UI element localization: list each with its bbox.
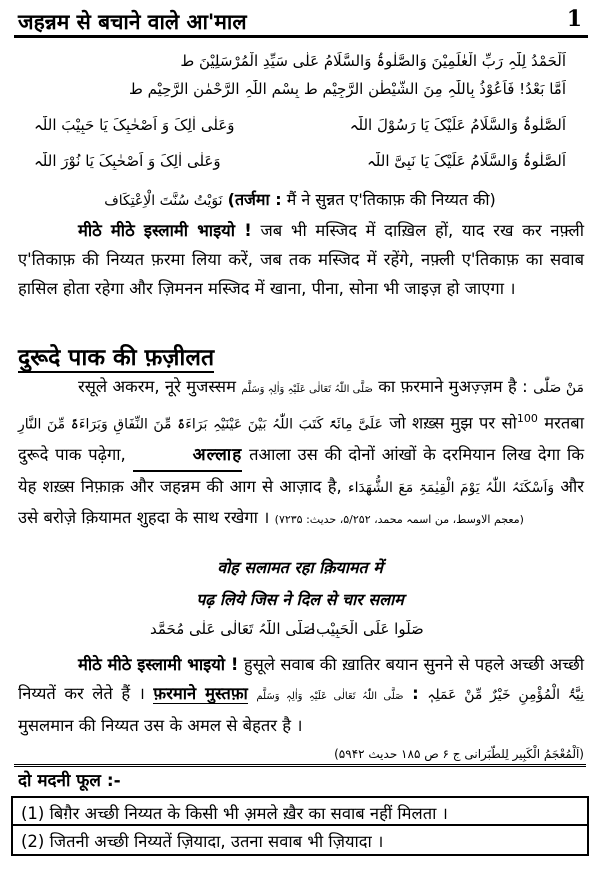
para3-honorific: صَلَّی اللّٰہُ تَعَالٰی عَلَیْہِ وَاٰلِہٖ وَسَلَّم xyxy=(256,691,404,702)
para2-honorific: صَلَّی اللّٰہُ تَعَالٰی عَلَیْہِ وَاٰلِہٖ وَسَلَّم xyxy=(241,384,373,395)
para2-t6: और उसे बरोज़े क़ियामत शुहदा के साथ रखेगा । xyxy=(18,476,584,527)
allah-word: अल्लाह xyxy=(133,441,243,472)
section-heading xyxy=(18,340,214,372)
farmane-mustafa: फ़रमाने मुस्तफ़ा xyxy=(153,684,248,703)
niyyat-line xyxy=(0,188,600,210)
madani-item-2: (2) जितनी अच्छी निय्यतें ज़ियादा, उतना सवाब भी ज़ियादा । xyxy=(11,826,589,856)
para2-t1: रसूले अकरम, नूरे मुजस्सम xyxy=(78,377,236,396)
para2-reference: (معجم الاوسط، من اسمہ محمد، ۵/۲۵۲، حدیث: ۷۲۳۵) xyxy=(274,512,524,526)
para2-t2: का फ़रमाने मुअज़्ज़म है : xyxy=(378,377,528,396)
para2-t5: तआला उस की दोनों आंखों के दरमियान लिख देगा कि येह शख़्स निफ़ाक़ और जहन्नम की आग से आज़ाद है, xyxy=(18,444,584,496)
salam-left-1: وَعَلٰی اٰلِکَ وَ اَصْحٰبِکَ یَا حَبِیْبَ اللّٰہ xyxy=(34,116,235,134)
salam-right-1: اَلصَّلٰوۃُ وَالسَّلَامُ عَلَیْکَ یَا رَسُوْلَ اللّٰہ xyxy=(349,116,566,134)
salam-left-2: وَعَلٰی اٰلِکَ وَ اَصْحٰبِکَ یَا نُوْرَ اللّٰہ xyxy=(34,152,221,170)
para2-arabic-2: وَاَسْکَنَہُ اللّٰہُ یَوْمَ الْقِیٰمَۃِ مَعَ الشُّھَدَاء xyxy=(347,479,555,496)
para2-hadith-arabic: مَنْ صَلّٰی عَلَیَّ مِائَۃً کَتَبَ اللّٰہُ بَیْنَ عَیْنَیْہِ بَرَاءَۃً مِّنَ النِّفَاقِ وَبَرَاءَۃً مِّنَ النَّارِ xyxy=(18,380,584,433)
para3-t1: हुसूले सवाब की ख़ातिर बयान सुनने से पहले अच्छी अच्छी निय्यतें कर लेते हैं । xyxy=(18,655,584,703)
niyyat-label: (तर्जमा : xyxy=(227,190,282,209)
madani-list xyxy=(11,796,589,856)
header-rule xyxy=(14,35,588,38)
section-separator xyxy=(14,764,586,767)
para3-hadith-arabic: نِیَّۃُ الْمُؤْمِنِ خَیْرٌ مِّنْ عَمَلِہٖ xyxy=(427,687,585,703)
section-heading-text: दुरूदे पाक की फ़ज़ीलत xyxy=(18,345,215,371)
sallallahu-ala-muhammad: صَلَّی اللّٰہُ تَعَالٰی عَلٰی مُحَمَّد xyxy=(150,620,316,638)
taawwuz-line: اَمَّا بَعْدُ! فَاَعُوْذُ بِاللّٰہِ مِنَ الشَّیْطٰنِ الرَّجِیْمِ ط بِسْمِ اللّٰہِ الرَّحْمٰنِ الرَّحِیْمِ ط xyxy=(128,80,566,98)
para2-superscript: 100 xyxy=(516,412,538,425)
para2-t4: मरतबा दुरूदे पाक पढ़ेगा, xyxy=(18,413,584,464)
opening-duas xyxy=(14,44,586,184)
hamd-line: اَلْحَمْدُ لِلّٰہِ رَبِّ الْعٰلَمِیْنَ وَالصَّلٰوۃُ وَالسَّلَامُ عَلٰی سَیِّدِ الْمُرْسَلِیْنَ ط xyxy=(180,52,566,70)
book-title: जहन्नम से बचाने वाले आ'माल xyxy=(18,10,247,34)
poem-line-1: वोह सलामत रहा क़ियामत में xyxy=(217,558,383,577)
madani-item-1: (1) बिग़ैर अच्छी निय्यत के किसी भी अ़मले ख़ैर का सवाब नहीं मिलता । xyxy=(11,796,589,826)
para1-lead: मीठे मीठे इस्लामी भाइयो ! xyxy=(78,221,252,240)
madani-heading: दो मदनी फूल :- xyxy=(18,771,121,791)
niyyat-arabic: نَوَیْتُ سُنَّتَ الْاِعْتِکَاف xyxy=(104,193,223,209)
salu-alal-habib: صَلُّوا عَلَی الْحَبِیْب! xyxy=(310,620,424,638)
para3-colon: : xyxy=(412,684,419,703)
niyyat-translation: मैं ने सुन्नत ए'तिकाफ़ की निय्यत की) xyxy=(286,190,496,209)
paragraph-durood xyxy=(18,372,584,534)
poem-line-2: पढ़ लिये जिस ने दिल से चार सलाम xyxy=(196,590,404,609)
para1-text: जब भी मस्जिद में दाख़िल हों, याद रख कर नफ़्ली ए'तिकाफ़ की निय्यत फ़रमा लिया करें, जब तक मस्जिद में रहेंगे, नफ़्ली ए'तिकाफ़ का सवाब हासिल होता रहेगा और ज़िमनन मस्जिद में खाना, पीना, सोना भी जाइज़ हो जाएगा । xyxy=(18,221,584,298)
page-number: 1 xyxy=(566,6,582,32)
para3-lead: मीठे मीठे इस्लामी भाइयो ! xyxy=(78,655,239,674)
para3-t2: मुसलमान की निय्यत उस के अमल से बेहतर है । xyxy=(18,716,303,735)
paragraph-niyyat xyxy=(18,650,584,769)
para3-reference: (اَلْمُعْجَمُ الْکَبِیر لِلطّبَرانی ج ۶ ص ۱۸۵ حدیث ۵۹۴۲) xyxy=(334,747,584,761)
paragraph-itikaf xyxy=(18,216,584,303)
para2-t3: जो शख़्स मुझ पर सो xyxy=(389,413,517,433)
page-header xyxy=(14,6,588,38)
salam-right-2: اَلصَّلٰوۃُ وَالسَّلَامُ عَلَیْکَ یَا نَبِیَّ اللّٰہ xyxy=(367,152,566,170)
